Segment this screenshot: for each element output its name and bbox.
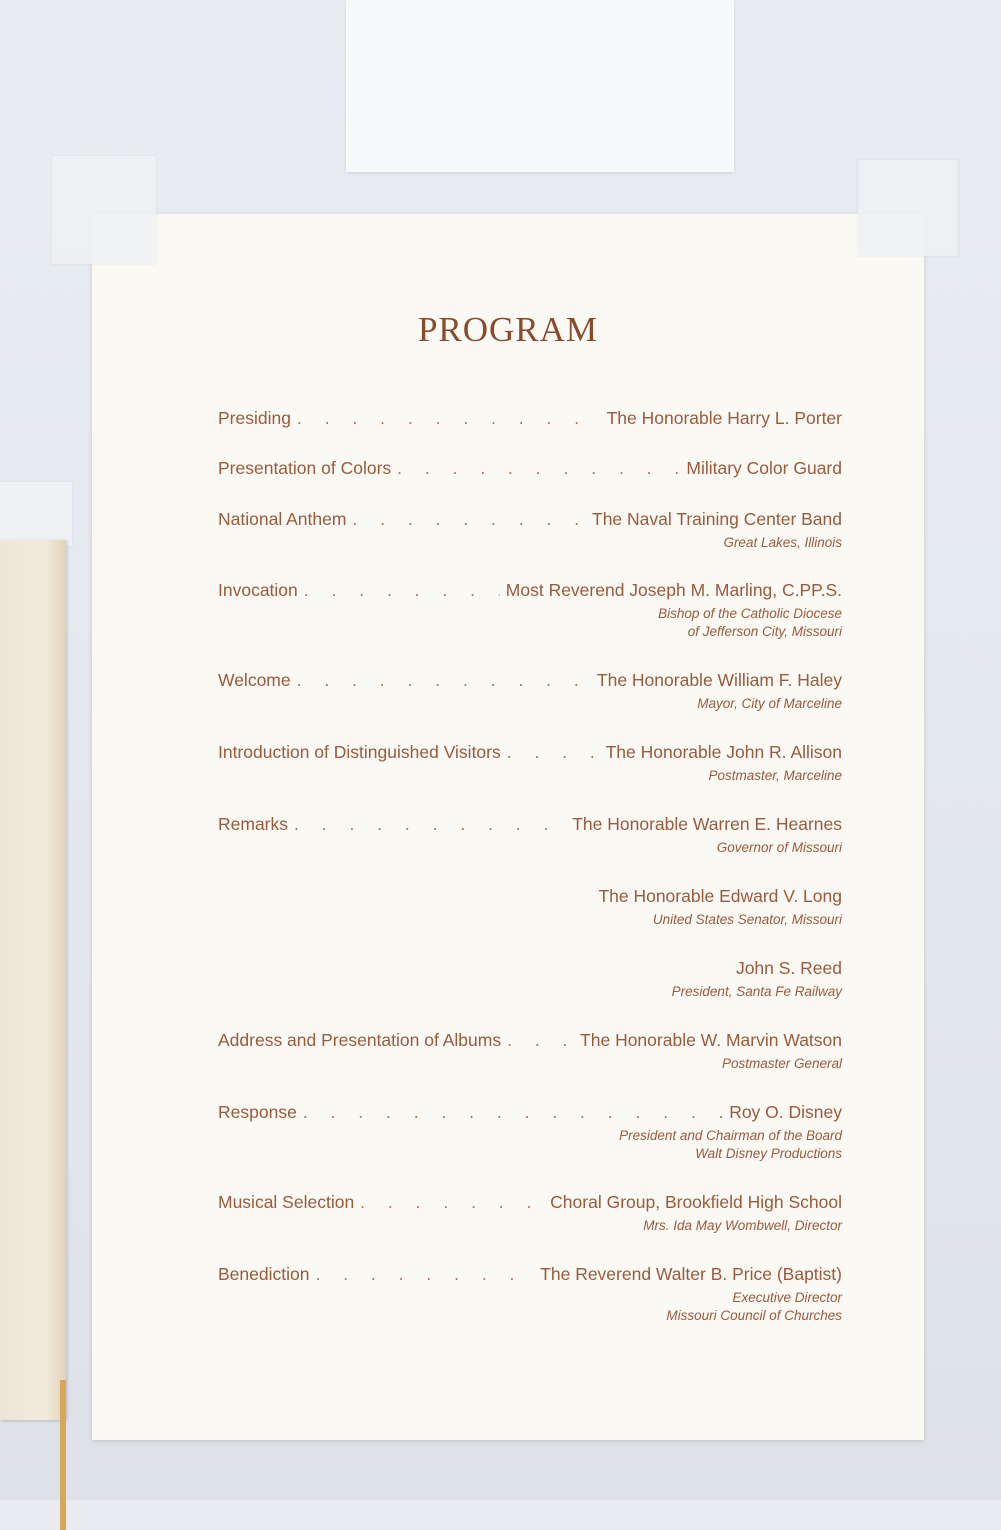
program-item [218, 1030, 842, 1073]
leader-dots [303, 1102, 723, 1123]
tape-strip [858, 160, 958, 256]
item-subtitle: Postmaster General [721, 1056, 842, 1071]
leader-dots [397, 458, 680, 479]
item-subtitle: United States Senator, Missouri [652, 912, 842, 927]
leader-dots [294, 814, 566, 835]
item-name: The Naval Training Center Band [592, 509, 842, 529]
item-label: Introduction of Distinguished Visitors [218, 742, 501, 762]
program-item [218, 458, 842, 479]
program-item [218, 886, 842, 929]
program-item [218, 1192, 842, 1235]
item-name: Roy O. Disney [729, 1102, 842, 1122]
item-subtitle: Executive Director [732, 1290, 842, 1305]
item-label: Remarks [218, 814, 289, 834]
item-label: National Anthem [218, 509, 347, 529]
leader-dots [304, 580, 500, 601]
item-subtitle: President, Santa Fe Railway [671, 984, 842, 999]
item-subtitle: Governor of Missouri [716, 840, 842, 855]
item-name: Choral Group, Brookfield High School [550, 1192, 842, 1212]
item-name: The Honorable W. Marvin Watson [580, 1030, 842, 1050]
item-name: Most Reverend Joseph M. Marling, C.PP.S. [505, 580, 842, 600]
program-item [218, 814, 842, 857]
program-item [218, 958, 842, 1001]
program-title: PROGRAM [417, 310, 599, 349]
leader-dots [352, 509, 586, 530]
program-item [218, 408, 842, 429]
item-name: The Honorable William F. Haley [596, 670, 842, 690]
item-name: The Honorable Harry L. Porter [606, 408, 842, 428]
leader-dots [507, 1030, 574, 1051]
program-item [218, 1102, 842, 1163]
leader-dots [507, 742, 600, 763]
top-card [346, 0, 734, 172]
item-subtitle: Great Lakes, Illinois [723, 535, 842, 550]
item-name: Military Color Guard [686, 458, 842, 478]
item-subtitle: Mrs. Ida May Wombwell, Director [643, 1218, 842, 1233]
item-name: The Reverend Walter B. Price (Baptist) [540, 1264, 842, 1284]
item-subtitle: Bishop of the Catholic Diocese [658, 606, 842, 621]
program-item [218, 742, 842, 785]
leader-dots [360, 1192, 544, 1213]
item-label: Presiding [218, 408, 291, 428]
item-subtitle: Missouri Council of Churches [666, 1308, 842, 1323]
program-item [218, 509, 842, 552]
item-subtitle: Walt Disney Productions [695, 1146, 842, 1161]
item-label: Invocation [218, 580, 298, 600]
program-sheet [92, 214, 924, 1440]
page-edge [60, 1380, 66, 1530]
tape-strip [0, 482, 72, 546]
program-item [218, 670, 842, 713]
item-label: Benediction [218, 1264, 310, 1284]
item-label: Musical Selection [218, 1192, 355, 1212]
adjacent-page [0, 540, 66, 1420]
item-label: Response [218, 1102, 297, 1122]
item-subtitle: of Jefferson City, Missouri [687, 624, 842, 639]
tape-strip [52, 156, 156, 264]
program-item [218, 580, 842, 641]
item-subtitle: President and Chairman of the Board [619, 1128, 842, 1143]
item-label: Presentation of Colors [218, 458, 392, 478]
leader-dots [297, 408, 601, 429]
item-name: John S. Reed [735, 958, 842, 978]
item-name: The Honorable Edward V. Long [598, 886, 842, 906]
program-item [218, 1264, 842, 1325]
leader-dots [315, 1264, 534, 1285]
item-name: The Honorable John R. Allison [605, 742, 842, 762]
item-subtitle: Mayor, City of Marceline [697, 696, 842, 711]
leader-dots [297, 670, 591, 691]
item-subtitle: Postmaster, Marceline [708, 768, 842, 783]
item-label: Welcome [218, 670, 291, 690]
item-label: Address and Presentation of Albums [218, 1030, 502, 1050]
item-name: The Honorable Warren E. Hearnes [572, 814, 842, 834]
